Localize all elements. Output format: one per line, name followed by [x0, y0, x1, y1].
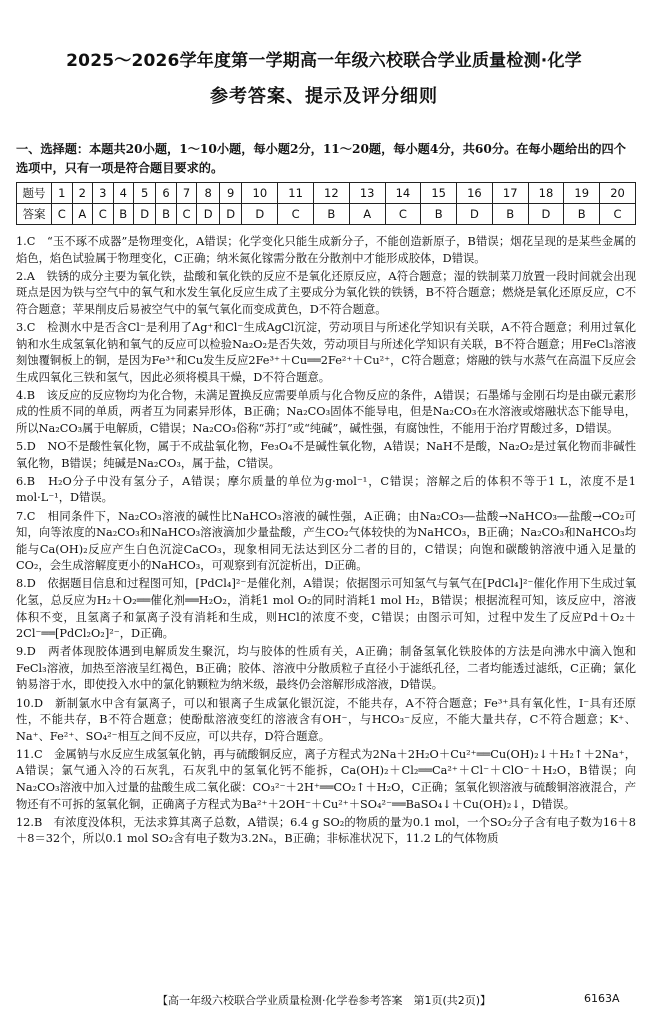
row-header-answer: 答案 — [17, 204, 52, 225]
question-number: 18 — [528, 183, 564, 204]
explanation-item: 12.B 有浓度没体积，无法求算其离子总数，A错误；6.4 g SO₂的物质的量为0.1 mol，一个SO₂分子含有电子数为16＋8＋8＝32个，所以0.1 mol SO₂含有电子数为3.2Nₐ，B正确；非标准状况下，11.2 L的气体物质 — [16, 815, 636, 846]
question-number: 12 — [313, 183, 349, 204]
answer-cell: D — [133, 204, 156, 225]
explanation-item: 6.B H₂O分子中没有氢分子，A错误；摩尔质量的单位为g·mol⁻¹，C错误；溶解之后的体积不等于1 L，浓度不是1 mol·L⁻¹，D错误。 — [16, 474, 636, 505]
explanation-item: 3.C 检测水中是否含Cl⁻是利用了Ag⁺和Cl⁻生成AgCl沉淀，劳动项目与所述化学知识有关联，A不符合题意；利用过氧化钠和水生成氢氧化钠和氧气的反应可以检验Na₂O₂是否失效，劳动项目与所述化学知识有关联，B不符合题意；用FeCl₃溶液刻蚀覆铜板上的铜，是因为Fe³⁺和Cu发生反应2Fe³⁺＋Cu══2Fe²⁺＋Cu²⁺，C符合题意；熔融的铁与水蒸气在高温下反应会生成四氧化三铁和氢气，因此必须将模具干燥，D不符合题意。 — [16, 320, 636, 384]
question-number: 2 — [72, 183, 92, 204]
question-number: 9 — [219, 183, 242, 204]
answer-cell: C — [176, 204, 197, 225]
answer-cell: D — [457, 204, 493, 225]
question-number: 13 — [349, 183, 385, 204]
question-number: 17 — [492, 183, 528, 204]
question-number: 8 — [197, 183, 220, 204]
section-instructions: 一、选择题：本题共20小题，1～10小题，每小题2分，11～20题，每小题4分，共60分。在每小题给出的四个选项中，只有一项是符合题目要求的。 — [16, 142, 626, 175]
paper-code: 6163A — [584, 992, 620, 1005]
question-number: 11 — [278, 183, 314, 204]
question-number: 4 — [113, 183, 133, 204]
question-number: 14 — [385, 183, 421, 204]
answer-table — [16, 182, 636, 225]
answer-cell: D — [197, 204, 220, 225]
answer-cell: D — [242, 204, 278, 225]
answer-cell: B — [564, 204, 600, 225]
question-number: 1 — [52, 183, 73, 204]
answer-cell: B — [156, 204, 176, 225]
answer-cell: B — [313, 204, 349, 225]
explanation-item: 11.C 金属钠与水反应生成氢氧化钠，再与硫酸铜反应，离子方程式为2Na＋2H₂O＋Cu²⁺══Cu(OH)₂↓＋H₂↑＋2Na⁺，A错误；氯气通入冷的石灰乳，石灰乳中的氢氧化钙不能拆，Ca(OH)₂＋Cl₂══Ca²⁺＋Cl⁻＋ClO⁻＋H₂O，B错误；向Na₂CO₃溶液中加入过量的盐酸生成二氧化碳：CO₃²⁻＋2H⁺══CO₂↑＋H₂O，C正确；氢氧化钡溶液与硫酸铜溶液混合，产物还有不可拆的氢氧化铜，正确离子方程式为Ba²⁺＋2OH⁻＋Cu²⁺＋SO₄²⁻══BaSO₄↓＋Cu(OH)₂↓，D错误。 — [16, 747, 636, 811]
question-number: 20 — [600, 183, 636, 204]
explanation-item: 2.A 铁锈的成分主要为氧化铁，盐酸和氧化铁的反应不是氧化还原反应，A符合题意；湿的铁制菜刀放置一段时间就会出现斑点是因为铁与空气中的氧气和水发生氧化反应生成了主要成分为氧化铁的铁锈，B不符合题意；燃烧是氧化还原反应，C不符合题意；苹果削皮后易被空气中的氧气氧化而变成黄色，D不符合题意。 — [16, 269, 636, 316]
answer-cell: B — [421, 204, 457, 225]
answer-cell: C — [385, 204, 421, 225]
answer-cell: C — [600, 204, 636, 225]
answer-cell: C — [278, 204, 314, 225]
question-number-row — [17, 183, 636, 204]
answer-cell: C — [52, 204, 73, 225]
question-number: 7 — [176, 183, 197, 204]
answer-cell: A — [72, 204, 92, 225]
question-number: 6 — [156, 183, 176, 204]
answer-cell: B — [492, 204, 528, 225]
question-number: 16 — [457, 183, 493, 204]
document-title: 2025～2026学年度第一学期高一年级六校联合学业质量检测·化学 — [66, 51, 582, 71]
explanation-item: 5.D NO不是酸性氧化物，属于不成盐氧化物，Fe₃O₄不是碱性氧化物，A错误；NaH不是酸，Na₂O₂是过氧化物而非碱性氧化物，B错误；纯碱是Na₂CO₃，属于盐，C错误。 — [16, 440, 636, 470]
document-subtitle: 参考答案、提示及评分细则 — [210, 86, 438, 107]
explanation-item: 1.C “玉不琢不成器”是物理变化，A错误；化学变化只能生成新分子，不能创造新原子，B错误；烟花呈现的是某些金属的焰色，焰色试验属于物理变化，C正确；纳米氮化镓需分散在分散剂中才能形成胶体，D错误。 — [16, 235, 636, 265]
answer-row — [17, 204, 636, 225]
explanation-item: 7.C 相同条件下，Na₂CO₃溶液的碱性比NaHCO₃溶液的碱性强，A正确；由Na₂CO₃―盐酸→NaHCO₃―盐酸→CO₂可知，向等浓度的Na₂CO₃和NaHCO₃溶液滴加少量盐酸，产生CO₂气体较快的为NaHCO₃，B正确；Na₂CO₃和NaHCO₃均能与Ca(OH)₂反应产生白色沉淀CaCO₃，现象相同无法达到区分二者的目的，C错误；向饱和碳酸钠溶液中通入足量的CO₂，会生成溶解度更小的NaHCO₃，可观察到有沉淀析出，D正确。 — [16, 509, 636, 573]
row-header-question: 题号 — [17, 183, 52, 204]
answer-cell: B — [113, 204, 133, 225]
question-number: 5 — [133, 183, 156, 204]
question-number: 10 — [242, 183, 278, 204]
question-number: 19 — [564, 183, 600, 204]
explanation-item: 8.D 依据题目信息和过程图可知，[PdCl₄]²⁻是催化剂，A错误；依据图示可知氢气与氧气在[PdCl₄]²⁻催化作用下生成过氧化氢，总反应为H₂＋O₂══催化剂══H₂O₂，消耗1 mol O₂的同时消耗1 mol H₂，B错误；根据流程可知，该反应中，溶液体积不变，且氢离子和氯离子没有消耗和生成，则HCl的浓度不变，C错误；由图示可知，过程中发生了反应Pd＋O₂＋2Cl⁻══[PdCl₂O₂]²⁻，D正确。 — [16, 577, 636, 641]
answer-cell: C — [92, 204, 113, 225]
explanation-item: 4.B 该反应的反应物均为化合物，未满足置换反应需要单质与化合物反应的条件，A错误；石墨烯与金刚石均是由碳元素形成的性质不同的单质，两者互为同素异形体，B正确；Na₂CO₃固体不能导电，但是Na₂CO₃在水溶液或熔融状态下能导电，所以Na₂CO₃属于电解质，C错误；Na₂CO₃俗称“苏打”或“纯碱”，碱性强，有腐蚀性，不能用于治疗胃酸过多，D错误。 — [16, 388, 636, 436]
answer-cell: A — [349, 204, 385, 225]
question-number: 3 — [92, 183, 113, 204]
answer-cell: D — [219, 204, 242, 225]
answer-cell: D — [528, 204, 564, 225]
page-footer: 【高一年级六校联合学业质量检测·化学卷参考答案 第1页(共2页)】 — [156, 994, 492, 1007]
question-number: 15 — [421, 183, 457, 204]
explanation-item: 10.D 新制氯水中含有氯离子，可以和银离子生成氯化银沉淀，不能共存，A不符合题意；Fe³⁺具有氧化性，I⁻具有还原性，不能共存，B不符合题意；使酚酞溶液变红的溶液含有OH⁻，与HCO₃⁻反应，不能大量共存，C不符合题意；K⁺、Na⁺、Fe²⁺、SO₄²⁻相互之间不反应，可以共存，D符合题意。 — [16, 696, 636, 743]
explanation-item: 9.D 两者体现胶体遇到电解质发生聚沉，均与胶体的性质有关，A正确；制备氢氧化铁胶体的方法是向沸水中滴入饱和FeCl₃溶液，加热至溶液呈红褐色，B正确；胶体、溶液中分散质粒子直径小于滤纸孔径，二者均能透过滤纸，C正确；氯化钠易溶于水，即使投入水中的氯化钠颗粒为纳米级，最终仍会溶解形成溶液，D错误。 — [16, 645, 636, 692]
explanations-list — [16, 234, 636, 849]
